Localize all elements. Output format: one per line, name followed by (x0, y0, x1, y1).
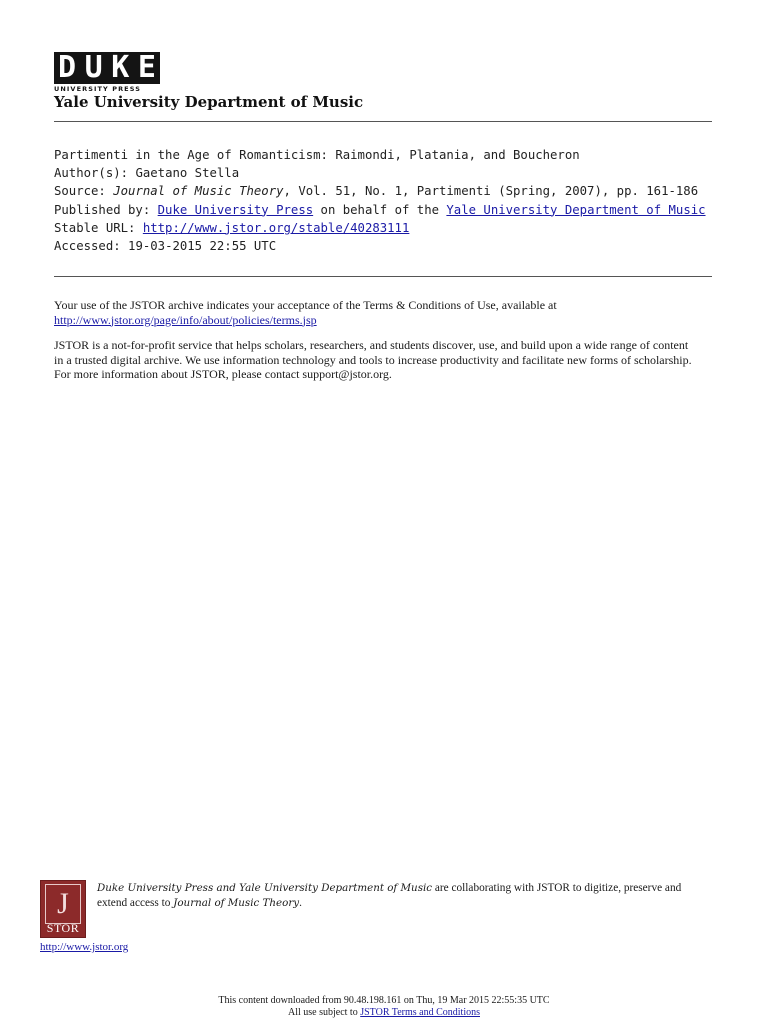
author-name: Gaetano Stella (135, 166, 240, 181)
organization-title: Yale University Department of Music (54, 93, 364, 111)
stable-url-link[interactable]: http://www.jstor.org/stable/40283111 (142, 220, 410, 235)
collaboration-statement (97, 881, 717, 911)
journal-name: Journal of Music Theory (113, 184, 284, 199)
divider-bottom (54, 276, 712, 277)
accessed-label: Accessed: (54, 239, 121, 254)
logo-subtext: UNIVERSITY PRESS (54, 85, 141, 93)
stable-url-label: Stable URL: (54, 220, 136, 235)
jstor-about-paragraph (54, 338, 724, 382)
logo-letter: K (111, 50, 130, 85)
download-info: This content downloaded from 90.48.198.161 on Thu, 19 Mar 2015 22:55:35 UTC (218, 995, 550, 1006)
published-label: Published by: (54, 202, 151, 217)
accessed-date: 19-03-2015 22:55 UTC (128, 239, 277, 254)
terms-text: Your use of the JSTOR archive indicates your acceptance of the Terms & Conditions of Use, available at (54, 298, 557, 312)
author-label: Author(s): (54, 166, 129, 181)
jstor-logo-icon (40, 880, 86, 938)
logo-letter: U (84, 50, 103, 85)
citation-metadata (54, 146, 714, 255)
terms-paragraph (54, 298, 724, 327)
collab-text-2: extend access to (97, 897, 174, 909)
source-line (54, 182, 714, 200)
logo-letter: D (58, 50, 77, 85)
terms-notice (54, 298, 724, 393)
department-link[interactable]: Yale University Department of Music (446, 202, 706, 217)
collab-end: . (299, 897, 302, 909)
terms-link[interactable]: http://www.jstor.org/page/info/about/policies/terms.jsp (54, 312, 317, 327)
jstor-terms-link[interactable]: JSTOR Terms and Conditions (360, 1006, 480, 1018)
source-details: , Vol. 51, No. 1, Partimenti (Spring, 2007), pp. 161-186 (283, 184, 699, 199)
behalf-text: on behalf of the (313, 202, 447, 217)
terms-footer-prefix: All use subject to (288, 1006, 361, 1018)
duke-university-press-logo (54, 52, 160, 93)
about-line: in a trusted digital archive. We use information technology and tools to increase productivity and facilitate new forms of scholarship. (54, 352, 692, 367)
article-title: Partimenti in the Age of Romanticism: Raimondi, Platania, and Boucheron (54, 148, 580, 162)
duke-logo-wordmark (54, 52, 160, 84)
logo-letter: E (137, 50, 156, 85)
collab-text: are collaborating with JSTOR to digitize, preserve and (432, 882, 682, 894)
jstor-logo-glyph: J (45, 884, 81, 924)
about-line: JSTOR is a not-for-profit service that helps scholars, researchers, and students discover, use, and build upon a wide range of content (54, 338, 689, 352)
stable-url-line (54, 219, 714, 237)
author-line (54, 164, 714, 182)
partners-text: Duke University Press and Yale University Department of Music (97, 882, 433, 894)
publisher-line (54, 201, 714, 219)
jstor-home-link[interactable]: http://www.jstor.org (40, 941, 129, 953)
download-footer (0, 995, 768, 1018)
source-label: Source: (54, 184, 106, 199)
publisher-link[interactable]: Duke University Press (157, 202, 314, 217)
jstor-logo-word: STOR (46, 921, 80, 935)
about-line: For more information about JSTOR, please contact support@jstor.org. (54, 367, 392, 381)
collab-journal: Journal of Music Theory (173, 897, 300, 909)
accessed-line (54, 237, 714, 255)
terms-footer-line (0, 1007, 768, 1019)
divider-top (54, 121, 712, 122)
